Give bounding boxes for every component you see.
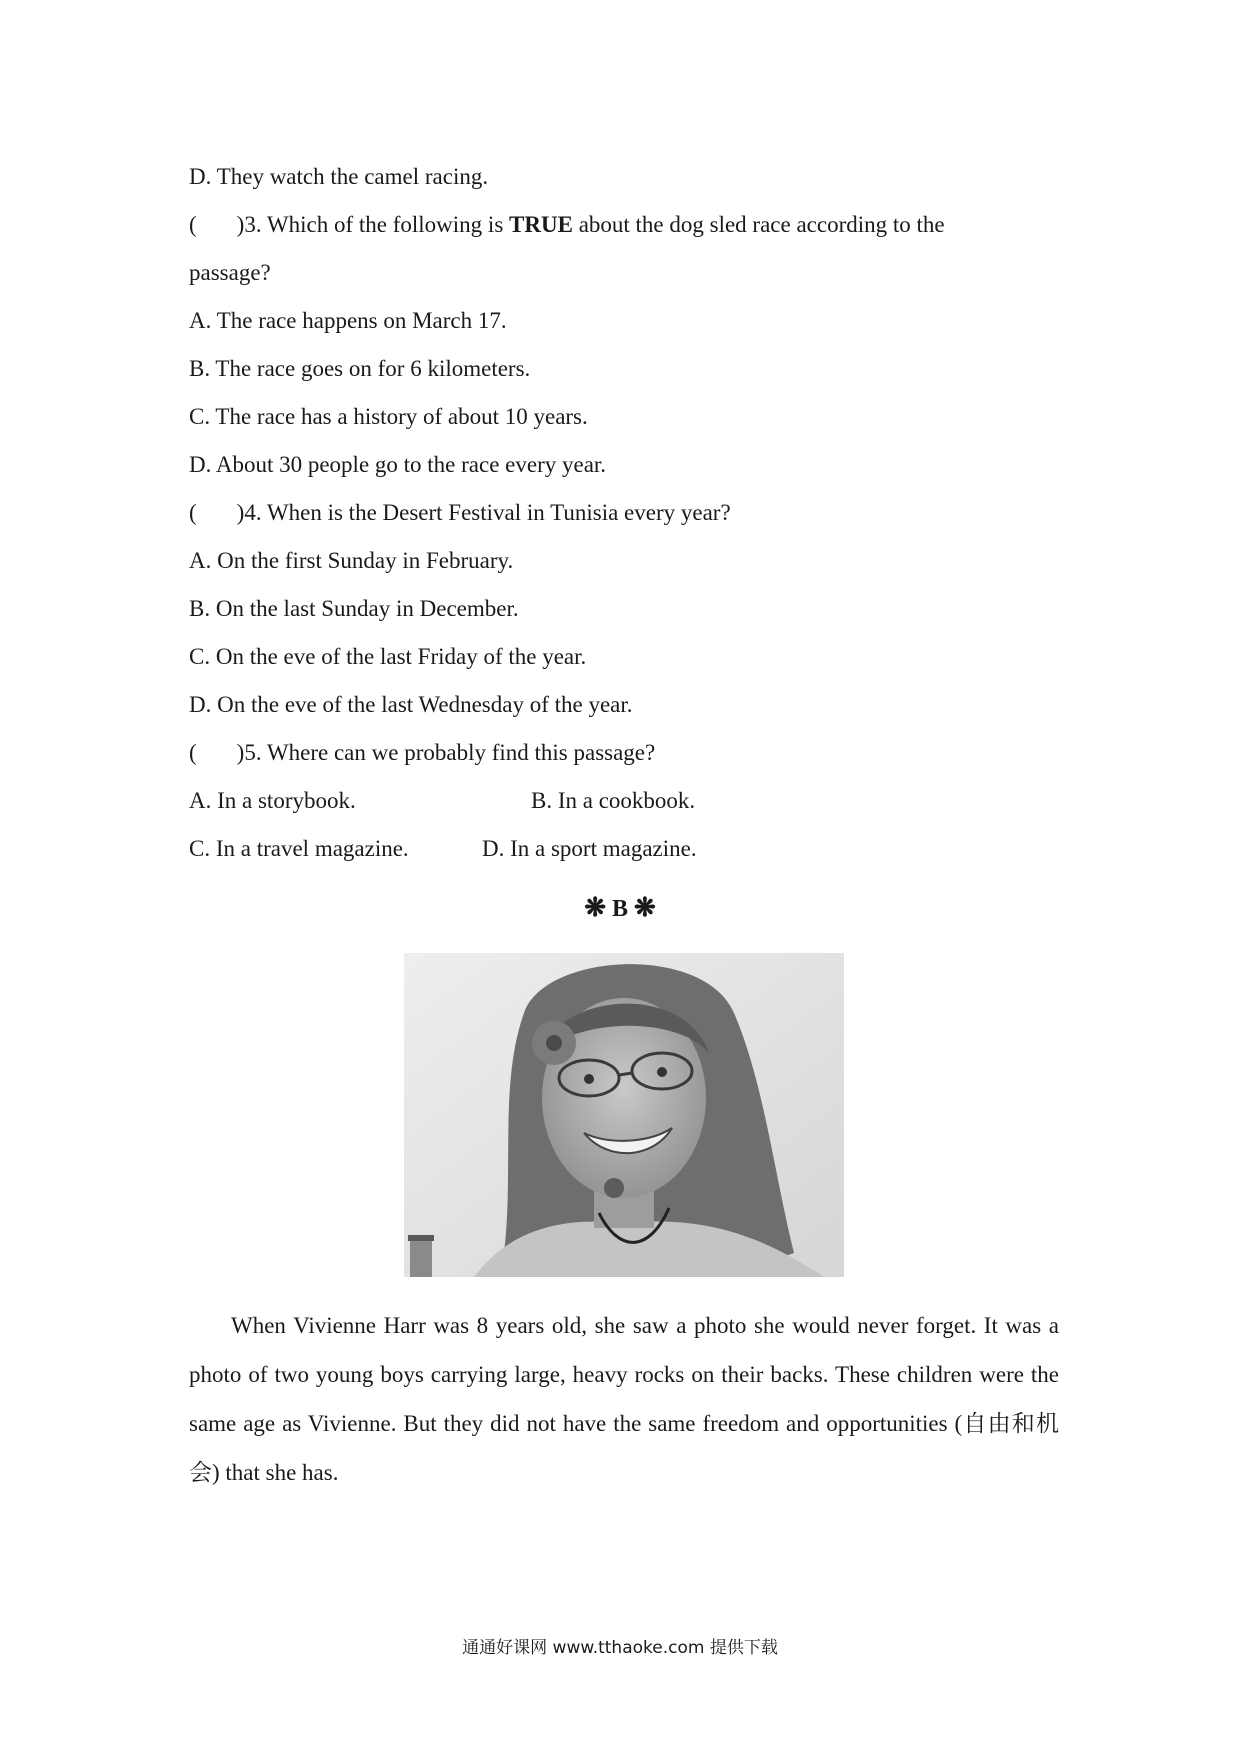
answer-paren-open: ( [189, 212, 197, 237]
q3-stem [189, 210, 945, 240]
question-number: 3. [244, 212, 262, 237]
q3-option-d: D. About 30 people go to the race every year. [189, 452, 607, 477]
q3-option-a: A. The race happens on March 17. [189, 308, 507, 333]
q5-stem [189, 738, 655, 768]
q5-option-a: A. In a storybook. [189, 788, 356, 813]
star-right-icon: ❋ [634, 893, 656, 922]
q4-option-d: D. On the eve of the last Wednesday of the year. [189, 692, 633, 717]
section-b-heading [0, 893, 1240, 924]
question-text: 4. When is the Desert Festival in Tunisia every year? [244, 500, 731, 525]
answer-paren-close: ) [236, 500, 245, 525]
answer-paren-close: ) [236, 740, 245, 765]
answer-paren-open: ( [189, 500, 197, 525]
question-text: 5. Where can we probably find this passage? [244, 740, 656, 765]
section-letter: B [611, 896, 628, 922]
star-left-icon: ❋ [584, 893, 606, 922]
answer-paren-close: ) [236, 212, 245, 237]
q3-option-b: B. The race goes on for 6 kilometers. [189, 356, 531, 381]
q5-option-b: B. In a cookbook. [531, 788, 696, 813]
emphasis-text: TRUE [509, 212, 573, 237]
q2-option-d: D. They watch the camel racing. [189, 164, 489, 189]
answer-paren-open: ( [189, 740, 197, 765]
q4-option-c: C. On the eve of the last Friday of the year. [189, 644, 587, 669]
q5-option-d: D. In a sport magazine. [482, 836, 697, 861]
question-text: Which of the following is [261, 212, 510, 237]
q4-option-b: B. On the last Sunday in December. [189, 596, 519, 621]
section-b-paragraph: When Vivienne Harr was 8 years old, she saw a photo she would never forget. It was a photo of two young boys carrying large, heavy rocks on their backs. These children were the same age as Vivienne. But they did not have the same freedom and opportunities (自由和机会) that she has. [189, 1313, 1059, 1485]
q3-option-c: C. The race has a history of about 10 years. [189, 404, 588, 429]
q5-option-c: C. In a travel magazine. [189, 836, 409, 861]
girl-portrait-photo [404, 953, 844, 1277]
q3-stem-line2: passage? [189, 260, 271, 285]
page-footer: 通通好课网 www.tthaoke.com 提供下载 [462, 1638, 778, 1658]
q4-stem [189, 498, 731, 528]
question-text-cont: about the dog sled race according to the [572, 212, 945, 237]
q4-option-a: A. On the first Sunday in February. [189, 548, 514, 573]
